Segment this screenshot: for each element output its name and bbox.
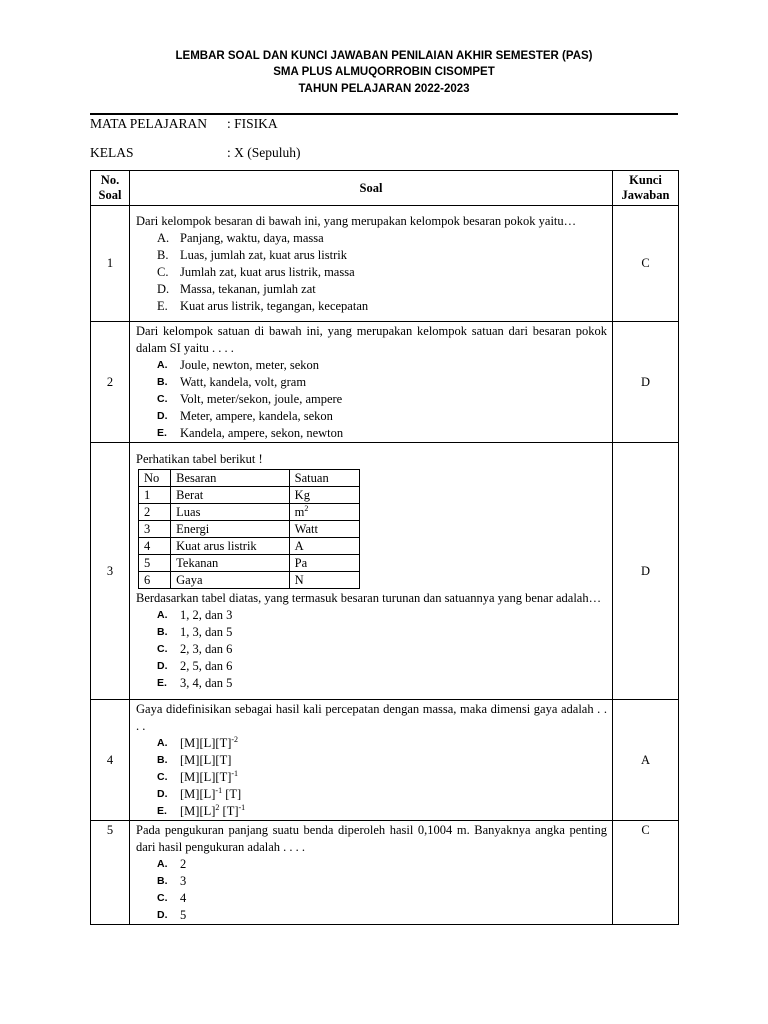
question-stem: Dari kelompok besaran di bawah ini, yang merupakan kelompok besaran pokok yaitu…: [136, 214, 577, 228]
col-header-soal: Soal: [130, 171, 613, 206]
option-b: B. Watt, kandela, volt, gram: [157, 375, 307, 389]
option-b: B. 3: [157, 874, 187, 888]
option-e: E. Kuat arus listrik, tegangan, kecepatan: [157, 299, 369, 313]
option-d: D. $[M][L]^{-1}$ [T]: [157, 786, 242, 801]
answer-key: C: [613, 206, 679, 322]
col-header-kunci: Kunci Jawaban: [613, 171, 679, 206]
option-a: A. 1, 2, dan 3: [157, 608, 233, 622]
option-e: E. 3, 4, dan 5: [157, 676, 233, 690]
question-cell: [130, 700, 613, 821]
question-stem: Dari kelompok satuan di bawah ini, yang merupakan kelompok satuan dari besaran pokok dalam SI yaitu . . . .: [136, 324, 607, 355]
unit-table-row: 2 Luas $m^2$: [139, 504, 360, 521]
answer-key: A: [613, 700, 679, 821]
answer-key: C: [613, 821, 679, 925]
option-b: B. [M][L][T]: [157, 753, 232, 767]
option-a: A. $[M][L][T]^{-2}$: [157, 735, 239, 750]
answer-key: D: [613, 443, 679, 700]
option-c: C. Jumlah zat, kuat arus listrik, massa: [157, 265, 355, 279]
questions-table: [90, 170, 679, 925]
unit-table-row: 6 Gaya N: [139, 572, 360, 589]
question-cell: [130, 821, 613, 925]
question-number: 1: [91, 206, 130, 322]
header-divider: [90, 113, 678, 115]
doc-title-line-3: TAHUN PELAJARAN 2022-2023: [298, 83, 470, 95]
option-a: A. Panjang, waktu, daya, massa: [157, 231, 324, 245]
unit-table-header: No Besaran Satuan: [139, 470, 360, 487]
option-e: E. Kandela, ampere, sekon, newton: [157, 426, 344, 440]
option-e: E. $[M][L]^2$ $[T]^{-1}$: [157, 803, 246, 818]
question-cell: [130, 443, 613, 700]
question-cell: [130, 206, 613, 322]
doc-title-line-2: SMA PLUS ALMUQORROBIN CISOMPET: [273, 66, 495, 78]
question-row: [91, 700, 679, 821]
question-intro: Perhatikan tabel berikut !: [136, 452, 263, 466]
option-a: A. 2: [157, 857, 187, 871]
answer-key: D: [613, 322, 679, 443]
question-row: [91, 443, 679, 700]
option-c: C. Volt, meter/sekon, joule, ampere: [157, 392, 343, 406]
col-header-no: No. Soal: [91, 171, 130, 206]
question-number: 4: [91, 700, 130, 821]
question-row: [91, 322, 679, 443]
subject-row: [90, 116, 278, 132]
option-c: C. 4: [157, 891, 187, 905]
subject-label: MATA PELAJARAN: [90, 116, 208, 131]
option-d: D. 2, 5, dan 6: [157, 659, 233, 673]
question-stem: Gaya didefinisikan sebagai hasil kali percepatan dengan massa, maka dimensi gaya adalah . . . .: [136, 702, 607, 733]
unit-table-row: 5 Tekanan Pa: [139, 555, 360, 572]
unit-table-row: 4 Kuat arus listrik A: [139, 538, 360, 555]
question-number: 3: [91, 443, 130, 700]
option-c: C. $[M][L][T]^{-1}$: [157, 769, 239, 784]
class-label: KELAS: [90, 145, 134, 160]
question-stem: Pada pengukuran panjang suatu benda diperoleh hasil 0,1004 m. Banyaknya angka penting dari hasil pengukuran adalah . . . .: [136, 823, 607, 854]
class-row: [90, 145, 301, 161]
option-b: B. 1, 3, dan 5: [157, 625, 233, 639]
question-row: [91, 206, 679, 322]
option-b: B. Luas, jumlah zat, kuat arus listrik: [157, 248, 347, 262]
unit-table: [138, 469, 360, 589]
subject-value: : FISIKA: [227, 116, 278, 131]
question-number: 5: [91, 821, 130, 925]
doc-title-line-1: LEMBAR SOAL DAN KUNCI JAWABAN PENILAIAN AKHIR SEMESTER (PAS): [175, 50, 593, 62]
option-a: A. Joule, newton, meter, sekon: [157, 358, 320, 372]
unit-table-row: 1 Berat Kg: [139, 487, 360, 504]
question-cell: [130, 322, 613, 443]
unit-table-row: 3 Energi Watt: [139, 521, 360, 538]
option-d: D. Massa, tekanan, jumlah zat: [157, 282, 316, 296]
class-value: : X (Sepuluh): [227, 145, 301, 160]
option-d: D. 5: [157, 908, 187, 922]
option-d: D. Meter, ampere, kandela, sekon: [157, 409, 333, 423]
question-number: 2: [91, 322, 130, 443]
question-row: [91, 821, 679, 925]
question-stem: Berdasarkan tabel diatas, yang termasuk besaran turunan dan satuannya yang benar adalah…: [136, 591, 602, 605]
option-c: C. 2, 3, dan 6: [157, 642, 233, 656]
